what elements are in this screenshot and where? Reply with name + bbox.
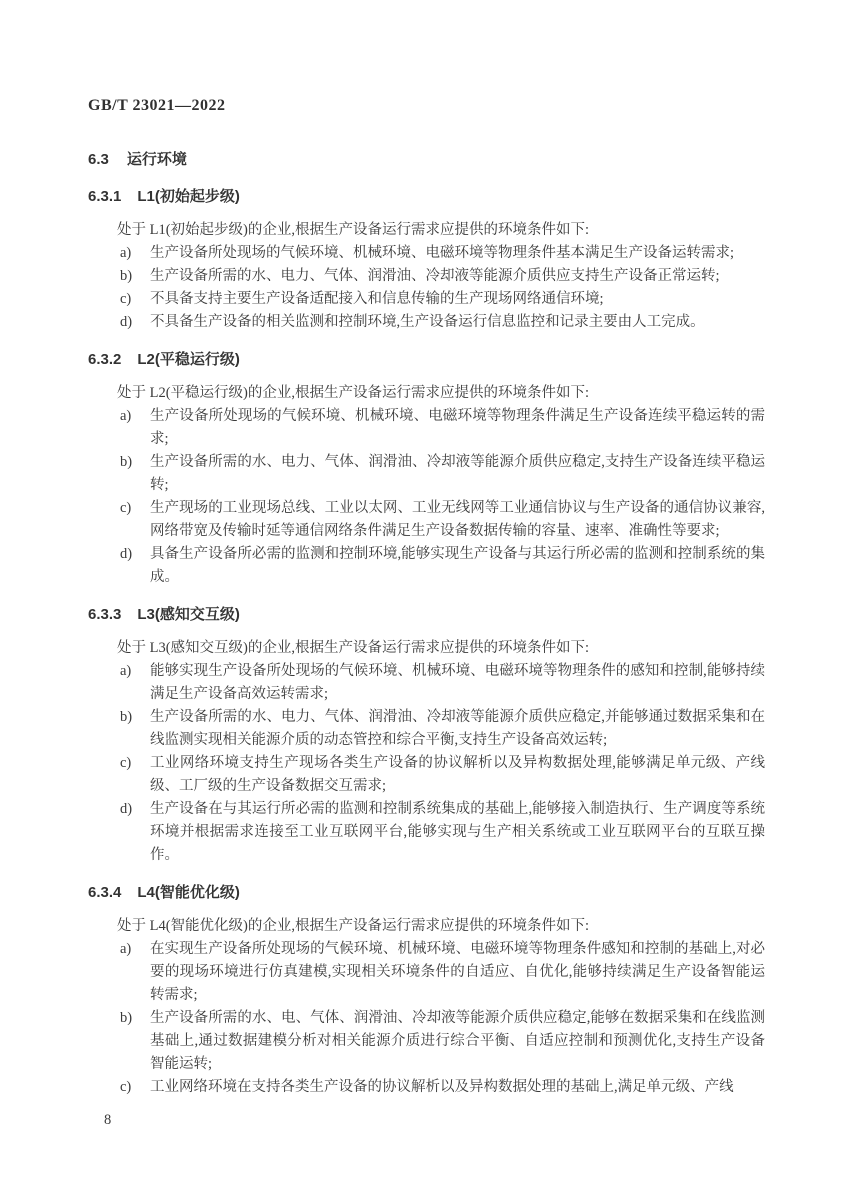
list-item [88,543,765,589]
item-label: b) [120,268,133,284]
item-label: a) [120,941,132,957]
item-label: a) [120,245,132,261]
section-heading-6-3 [88,149,765,171]
item-text: 生产设备所处现场的气候环境、机械环境、电磁环境等物理条件满足生产设备连续平稳运转的需求; [150,408,765,447]
list-item [88,451,765,497]
item-label: d) [120,801,133,817]
list-item [88,311,765,334]
condition-list [88,242,765,334]
subsection-title: L3(感知交互级) [137,606,240,623]
list-item [88,1076,765,1099]
doc-code: GB/T 23021—2022 [88,97,226,114]
item-label: b) [120,1010,133,1026]
condition-list [88,938,765,1099]
condition-list [88,405,765,589]
item-text: 在实现生产设备所处现场的气候环境、机械环境、电磁环境等物理条件感知和控制的基础上,对必要的现场环境进行仿真建模,实现相关环境条件的自适应、自优化,能够持续满足生产设备智能运转需求; [150,941,765,1003]
list-item [88,405,765,451]
item-label: d) [120,546,133,562]
item-label: b) [120,454,133,470]
item-label: b) [120,709,133,725]
subsection-title: L4(智能优化级) [137,884,240,901]
condition-list [88,660,765,867]
item-text: 工业网络环境在支持各类生产设备的协议解析以及异构数据处理的基础上,满足单元级、产线 [150,1079,734,1095]
intro-paragraph: 处于 L2(平稳运行级)的企业,根据生产设备运行需求应提供的环境条件如下: [117,385,590,401]
subsection-number: 6.3.2 [88,351,122,368]
intro-paragraph: 处于 L4(智能优化级)的企业,根据生产设备运行需求应提供的环境条件如下: [117,918,590,934]
list-item [88,938,765,1007]
list-item [88,242,765,265]
item-text: 生产设备所需的水、电力、气体、润滑油、冷却液等能源介质供应稳定,支持生产设备连续平稳运转; [150,454,765,493]
list-item [88,660,765,706]
subsection-number: 6.3.4 [88,884,122,901]
page-number: 8 [104,1112,112,1128]
intro-paragraph: 处于 L3(感知交互级)的企业,根据生产设备运行需求应提供的环境条件如下: [117,640,590,656]
subsection-number: 6.3.3 [88,606,122,623]
list-item [88,497,765,543]
item-text: 不具备生产设备的相关监测和控制环境,生产设备运行信息监控和记录主要由人工完成。 [150,314,705,330]
item-label: c) [120,291,132,307]
list-item [88,1007,765,1076]
subsection-number: 6.3.1 [88,188,122,205]
subsection-title: L2(平稳运行级) [137,351,240,368]
list-item [88,752,765,798]
intro-paragraph: 处于 L1(初始起步级)的企业,根据生产设备运行需求应提供的环境条件如下: [117,222,590,238]
item-label: a) [120,408,132,424]
subsection-title: L1(初始起步级) [137,188,240,205]
item-text: 工业网络环境支持生产现场各类生产设备的协议解析以及异构数据处理,能够满足单元级、产线级、工厂级的生产设备数据交互需求; [150,755,765,794]
subsection-heading-6-3-4 [88,882,765,904]
item-text: 不具备支持主要生产设备适配接入和信息传输的生产现场网络通信环境; [150,291,604,307]
item-text: 生产设备在与其运行所必需的监测和控制系统集成的基础上,能够接入制造执行、生产调度等系统环境并根据需求连接至工业互联网平台,能够实现与生产相关系统或工业互联网平台的互联互操作。 [150,801,765,863]
item-text: 生产设备所需的水、电、气体、润滑油、冷却液等能源介质供应稳定,能够在数据采集和在线监测基础上,通过数据建模分析对相关能源介质进行综合平衡、自适应控制和预测优化,支持生产设备智能运转; [150,1010,765,1072]
item-text: 生产现场的工业现场总线、工业以太网、工业无线网等工业通信协议与生产设备的通信协议兼容,网络带宽及传输时延等通信网络条件满足生产设备数据传输的容量、速率、准确性等要求; [150,500,765,539]
item-label: c) [120,1079,132,1095]
subsection-heading-6-3-3 [88,604,765,626]
item-label: c) [120,755,132,771]
item-text: 生产设备所需的水、电力、气体、润滑油、冷却液等能源介质供应支持生产设备正常运转; [150,268,720,284]
item-label: d) [120,314,133,330]
item-label: c) [120,500,132,516]
list-item [88,706,765,752]
section-title: 运行环境 [126,151,187,168]
subsection-heading-6-3-1 [88,186,765,208]
item-text: 能够实现生产设备所处现场的气候环境、机械环境、电磁环境等物理条件的感知和控制,能够持续满足生产设备高效运转需求; [150,663,765,702]
section-number: 6.3 [88,151,109,168]
item-text: 具备生产设备所必需的监测和控制环境,能够实现生产设备与其运行所必需的监测和控制系统的集成。 [150,546,765,585]
list-item [88,265,765,288]
item-text: 生产设备所需的水、电力、气体、润滑油、冷却液等能源介质供应稳定,并能够通过数据采集和在线监测实现相关能源介质的动态管控和综合平衡,支持生产设备高效运转; [150,709,765,748]
list-item [88,798,765,867]
item-text: 生产设备所处现场的气候环境、机械环境、电磁环境等物理条件基本满足生产设备运转需求; [150,245,735,261]
item-label: a) [120,663,132,679]
page-content [88,96,765,1099]
subsection-heading-6-3-2 [88,349,765,371]
list-item [88,288,765,311]
